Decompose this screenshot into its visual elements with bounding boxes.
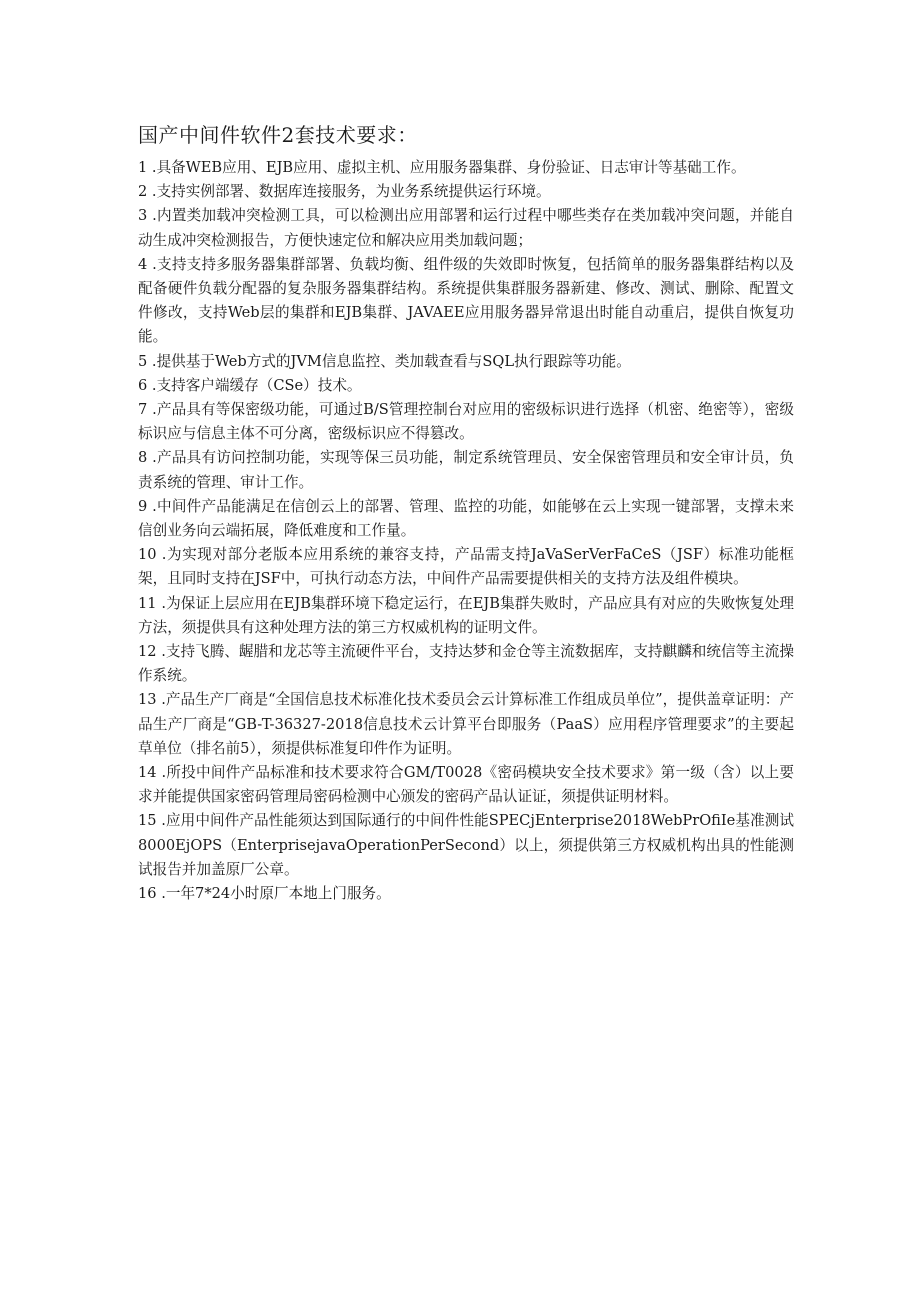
item-number: 13 xyxy=(138,691,157,709)
item-number: 11 xyxy=(138,594,157,612)
item-text: 中间件产品能满足在信创云上的部署、管理、监控的功能，如能够在云上实现一键部署，支撑未来信创业务向云端拓展，降低难度和工作量。 xyxy=(138,497,794,540)
item-number: 1 xyxy=(138,159,148,176)
requirement-item: 5 .提供基于Web方式的JVM信息监控、类加载查看与SQL执行跟踪等功能。 xyxy=(138,352,631,370)
requirement-item: 9 .中间件产品能满足在信创云上的部署、管理、监控的功能，如能够在云上实现一键部署，支撑未来信创业务向云端拓展，降低难度和工作量。 xyxy=(138,497,794,540)
requirement-item: 16 .一年7*24小时原厂本地上门服务。 xyxy=(138,885,391,903)
item-text: 支持实例部署、数据库连接服务，为业务系统提供运行环境。 xyxy=(156,183,551,201)
item-text: 支持客户端缓存（CSe）技术。 xyxy=(156,376,362,394)
item-text: 产品具有等保密级功能，可通过B/S管理控制台对应用的密级标识进行选择（机密、绝密等），密级标识应与信息主体不可分离，密级标识应不得篡改。 xyxy=(138,401,794,443)
document-title: 国产中间件软件2套技术要求： xyxy=(138,123,418,147)
item-number: 7 xyxy=(138,401,148,419)
requirement-item: 13 .产品生产厂商是“全国信息技术标准化技术委员会云计算标准工作组成员单位”，提供盖章证明：产品生产厂商是“GB-T-36327-2018信息技术云计算平台即服务（PaaS）应用程序管理要求”的主要起草单位（排名前5），须提供标准复印件作为证明。 xyxy=(138,691,794,757)
item-number: 3 xyxy=(138,207,148,225)
document-page xyxy=(138,120,794,906)
requirement-item: 1 .具备WEB应用、EJB应用、虚拟主机、应用服务器集群、身份验证、日志审计等基础工作。 xyxy=(138,159,746,176)
item-text: 为保证上层应用在EJB集群环境下稳定运行，在EJB集群失败时，产品应具有对应的失败恢复处理方法，须提供具有这种处理方法的第三方权威机构的证明文件。 xyxy=(138,594,794,636)
item-number: 4 xyxy=(138,255,148,273)
requirement-item: 11 .为保证上层应用在EJB集群环境下稳定运行，在EJB集群失败时，产品应具有对应的失败恢复处理方法，须提供具有这种处理方法的第三方权威机构的证明文件。 xyxy=(138,594,794,636)
item-number: 5 xyxy=(138,352,148,370)
requirement-item: 4 .支持支持多服务器集群部署、负载均衡、组件级的失效即时恢复，包括简单的服务器集群结构以及配备硬件负载分配器的复杂服务器集群结构。系统提供集群服务器新建、修改、测试、删除、配置文件修改，支持Web层的集群和EJB集群、JAVAEE应用服务器异常退出时能自动重启，提供自恢复功能。 xyxy=(138,255,794,346)
item-text: 支持支持多服务器集群部署、负载均衡、组件级的失效即时恢复，包括简单的服务器集群结构以及配备硬件负载分配器的复杂服务器集群结构。系统提供集群服务器新建、修改、测试、删除、配置文件修改，支持Web层的集群和EJB集群、JAVAEE应用服务器异常退出时能自动重启，提供自恢复功能。 xyxy=(138,255,794,346)
requirement-item: 14 .所投中间件产品标准和技术要求符合GM/T0028《密码模块安全技术要求》第一级（含）以上要求并能提供国家密码管理局密码检测中心颁发的密码产品认证证，须提供证明材料。 xyxy=(138,764,794,806)
item-number: 12 xyxy=(138,643,157,661)
requirement-item: 7 .产品具有等保密级功能，可通过B/S管理控制台对应用的密级标识进行选择（机密、绝密等），密级标识应与信息主体不可分离，密级标识应不得篡改。 xyxy=(138,401,794,443)
item-text: 产品生产厂商是“全国信息技术标准化技术委员会云计算标准工作组成员单位”，提供盖章证明：产品生产厂商是“GB-T-36327-2018信息技术云计算平台即服务（PaaS）应用程序管理要求”的主要起草单位（排名前5），须提供标准复印件作为证明。 xyxy=(138,691,794,757)
item-number: 6 xyxy=(138,376,148,394)
requirement-item: 10 .为实现对部分老版本应用系统的兼容支持，产品需支持JaVaSerVerFaCeS（JSF）标准功能框架，且同时支持在JSF中，可执行动态方法，中间件产品需要提供相关的支持方法及组件模块。 xyxy=(138,546,794,588)
requirement-item: 15 .应用中间件产品性能须达到国际通行的中间件性能SPECjEnterprise2018WebPrOfiIe基准测试8000EjOPS（EnterprisejavaOperationPerSecond）以上，须提供第三方权威机构出具的性能测试报告并加盖原厂公章。 xyxy=(138,812,794,878)
item-number: 2 xyxy=(138,183,148,201)
item-number: 16 xyxy=(138,885,157,903)
item-text: 所投中间件产品标准和技术要求符合GM/T0028《密码模块安全技术要求》第一级（含）以上要求并能提供国家密码管理局密码检测中心颁发的密码产品认证证，须提供证明材料。 xyxy=(138,764,794,806)
item-text: 支持飞腾、龌腊和龙芯等主流硬件平台，支持达梦和金仓等主流数据库，支持麒麟和统信等主流操作系统。 xyxy=(138,643,794,685)
item-number: 10 xyxy=(138,546,157,564)
item-text: 具备WEB应用、EJB应用、虚拟主机、应用服务器集群、身份验证、日志审计等基础工作。 xyxy=(156,159,746,176)
item-text: 一年7*24小时原厂本地上门服务。 xyxy=(165,885,391,903)
item-text: 提供基于Web方式的JVM信息监控、类加载查看与SQL执行跟踪等功能。 xyxy=(156,352,631,370)
requirements-list xyxy=(138,156,794,906)
item-number: 9 xyxy=(138,497,148,515)
requirement-item: 2 .支持实例部署、数据库连接服务，为业务系统提供运行环境。 xyxy=(138,183,551,201)
requirement-item: 8 .产品具有访问控制功能，实现等保三员功能，制定系统管理员、安全保密管理员和安全审计员，负责系统的管理、审计工作。 xyxy=(138,449,794,491)
item-number: 8 xyxy=(138,449,148,467)
item-text: 产品具有访问控制功能，实现等保三员功能，制定系统管理员、安全保密管理员和安全审计员，负责系统的管理、审计工作。 xyxy=(138,449,794,491)
item-number: 14 xyxy=(138,764,157,782)
requirement-item: 12 .支持飞腾、龌腊和龙芯等主流硬件平台，支持达梦和金仓等主流数据库，支持麒麟和统信等主流操作系统。 xyxy=(138,643,794,685)
requirement-item: 6 .支持客户端缓存（CSe）技术。 xyxy=(138,376,362,394)
requirement-item: 3 .内置类加载冲突检测工具，可以检测出应用部署和运行过程中哪些类存在类加载冲突问题，并能自动生成冲突检测报告，方便快速定位和解决应用类加载问题； xyxy=(138,207,794,249)
item-text: 应用中间件产品性能须达到国际通行的中间件性能SPECjEnterprise2018WebPrOfiIe基准测试8000EjOPS（EnterprisejavaOperationPerSecond）以上，须提供第三方权威机构出具的性能测试报告并加盖原厂公章。 xyxy=(138,812,794,878)
item-text: 为实现对部分老版本应用系统的兼容支持，产品需支持JaVaSerVerFaCeS（JSF）标准功能框架，且同时支持在JSF中，可执行动态方法，中间件产品需要提供相关的支持方法及组件模块。 xyxy=(138,546,794,588)
item-text: 内置类加载冲突检测工具，可以检测出应用部署和运行过程中哪些类存在类加载冲突问题，并能自动生成冲突检测报告，方便快速定位和解决应用类加载问题； xyxy=(138,207,794,249)
item-number: 15 xyxy=(138,812,157,830)
